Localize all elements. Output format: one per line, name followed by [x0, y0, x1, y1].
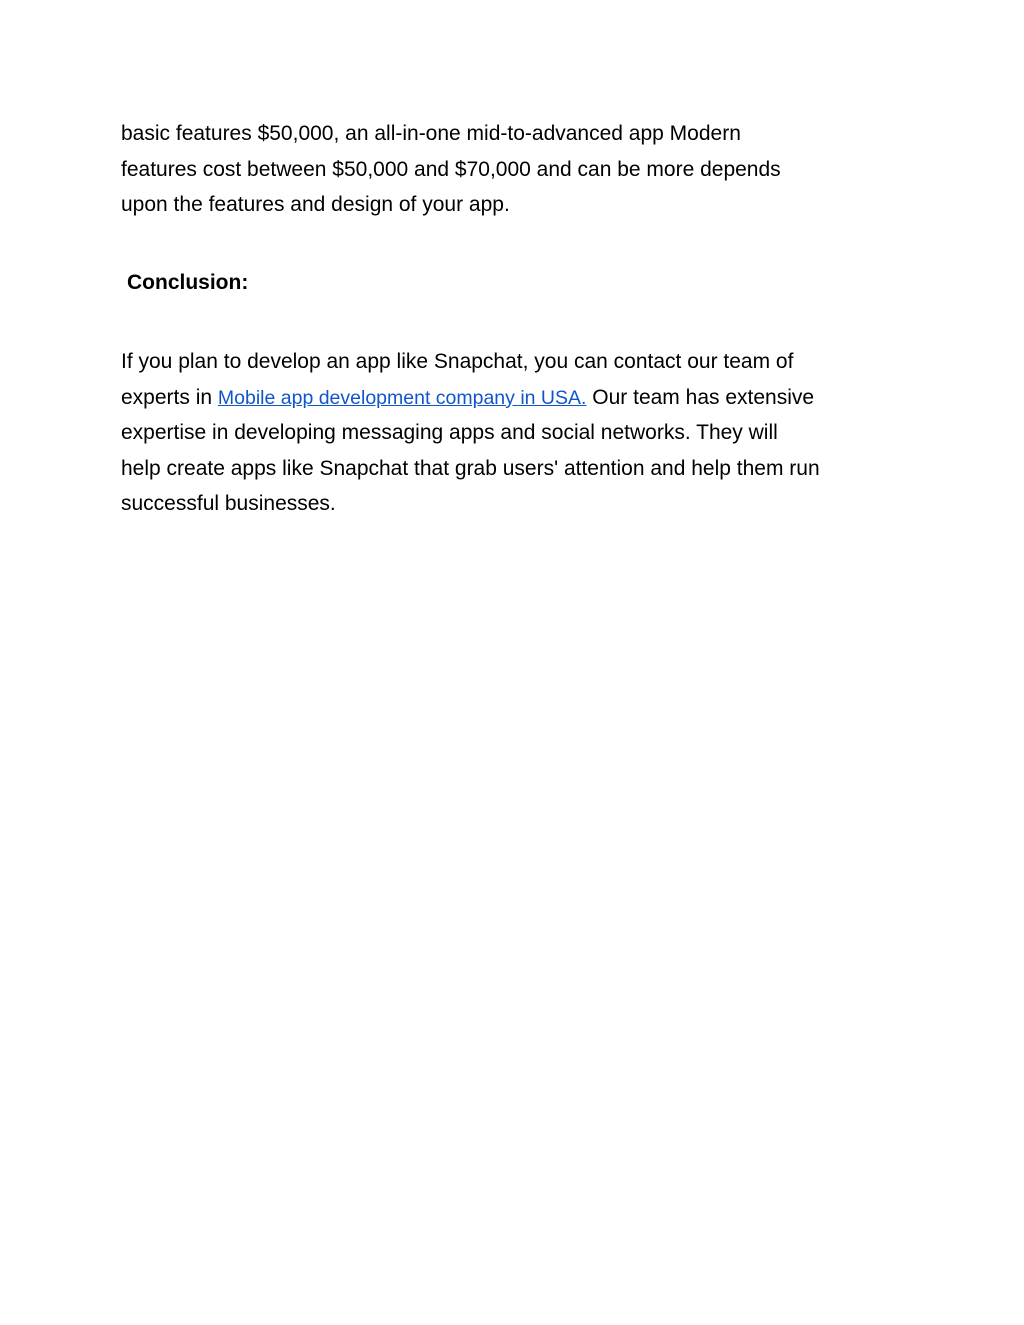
paragraph-line-with-link [121, 380, 921, 416]
paragraph-line: basic features $50,000, an all-in-one mid-to-advanced app Modern [121, 122, 741, 145]
paragraph-line: successful businesses. [121, 492, 336, 515]
text-after-link: Our team has extensive [586, 385, 815, 409]
paragraph-line: help create apps like Snapchat that grab users' attention and help them run [121, 456, 820, 480]
company-link[interactable]: Mobile app development company in USA. [217, 386, 587, 409]
paragraph-line: If you plan to develop an app like Snapchat, you can contact our team of [121, 350, 794, 373]
paragraph-line: upon the features and design of your app. [121, 193, 510, 216]
paragraph-line: expertise in developing messaging apps and social networks. They will [121, 421, 778, 444]
section-heading: Conclusion: [127, 271, 249, 294]
paragraph-line: features cost between $50,000 and $70,000 and can be more depends [121, 157, 781, 181]
conclusion-paragraph [121, 344, 921, 522]
cost-paragraph [121, 116, 921, 223]
text-before-link: experts in [121, 385, 218, 409]
